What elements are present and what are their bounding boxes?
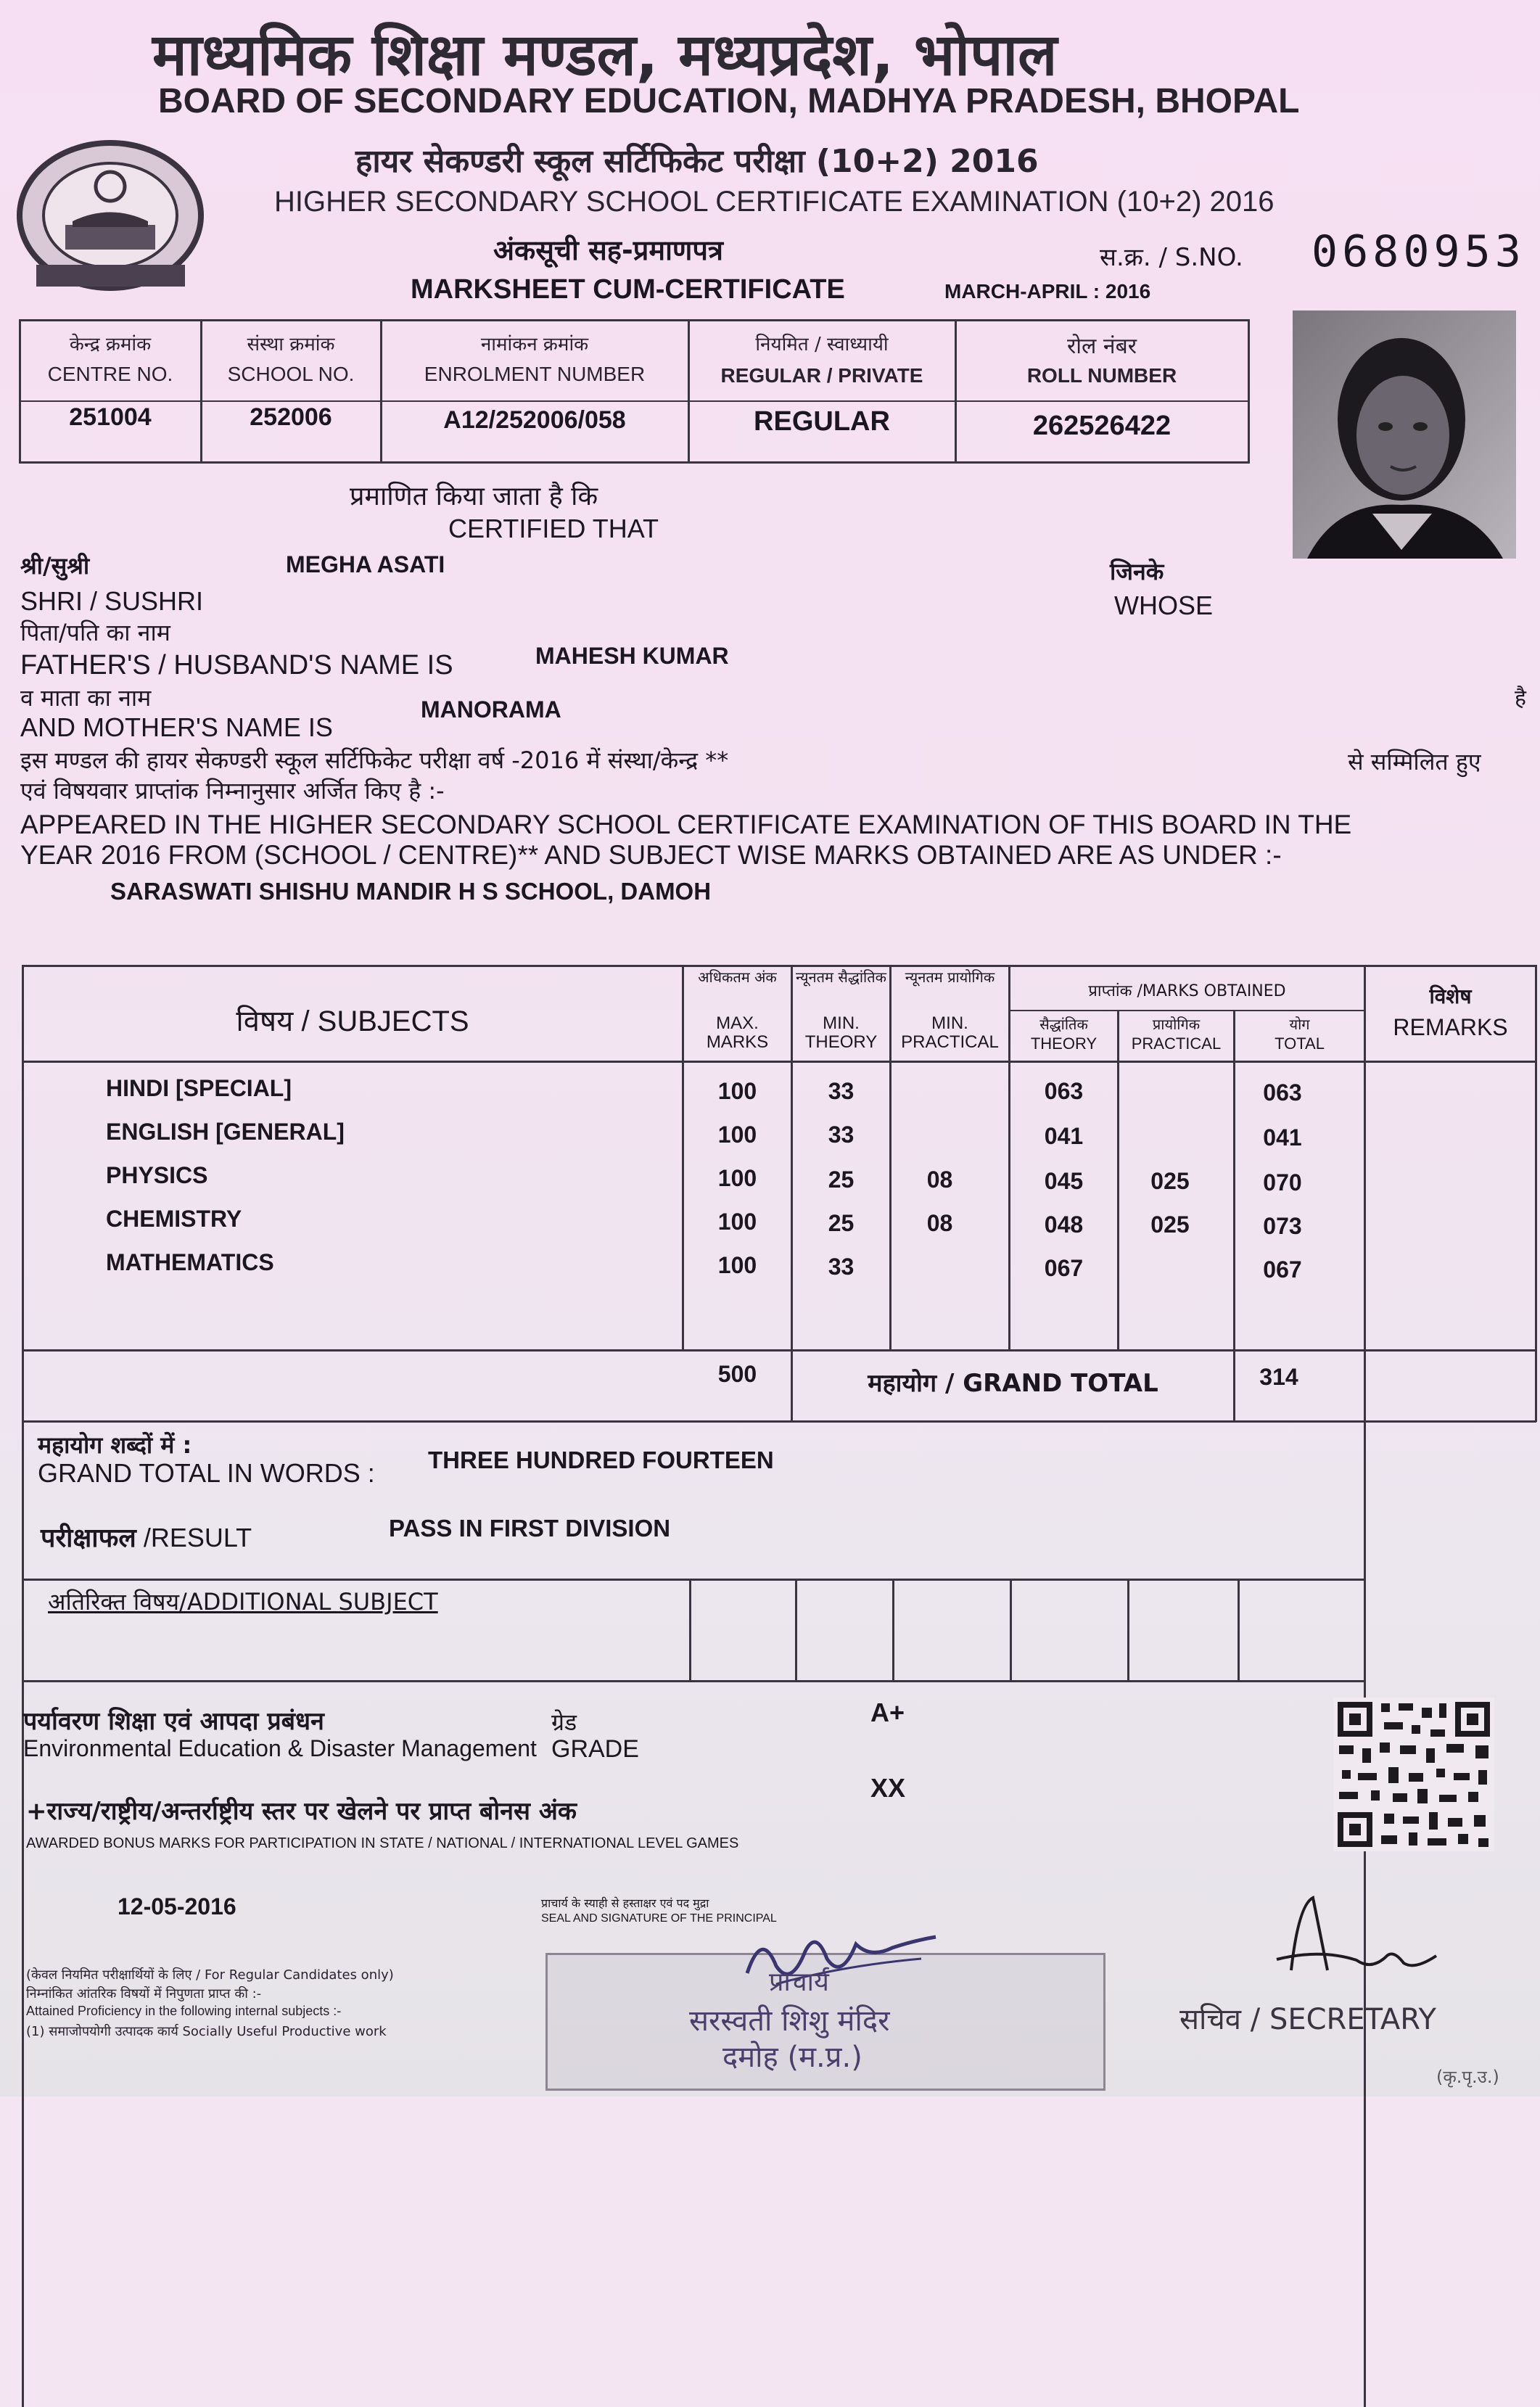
qr-code [1333,1698,1494,1851]
min-theory: 33 [828,1078,855,1104]
total-marks: 041 [1263,1124,1302,1151]
appeared-hi-1-end: से सम्मिलित हुए [1348,748,1481,775]
practical-header-hi: प्रायोगिक [1152,1016,1201,1033]
total-marks: 063 [1263,1079,1302,1106]
theory-header: THEORY [1030,1034,1098,1053]
max-marks-header [684,1014,791,1052]
result-label-hi: परीक्षाफल [41,1523,136,1553]
max-marks-header-line2: MARKS [706,1032,769,1052]
father-label: FATHER'S / HUSBAND'S NAME IS [20,650,453,680]
roll-number-header-hi: रोल नंबर [1067,334,1137,359]
issue-date: 12-05-2016 [118,1893,236,1920]
practical-marks: 025 [1150,1211,1190,1238]
theory-marks: 063 [1044,1078,1084,1104]
theory-header-hi: सैद्धांतिक [1039,1016,1088,1033]
min-theory: 33 [828,1122,855,1148]
bonus-label-hi: +राज्य/राष्ट्रीय/अन्तर्राष्ट्रीय स्तर पर खेलने पर प्राप्त बोनस अंक [26,1797,577,1826]
max-marks: 100 [717,1252,757,1278]
regular-private-header: REGULAR / PRIVATE [720,364,923,387]
words-label: GRAND TOTAL IN WORDS : [38,1458,375,1488]
theory-marks: 041 [1044,1123,1084,1149]
continued-note: (कृ.पृ.उ.) [1436,2067,1499,2087]
note-line-4: (1) समाजोपयोगी उत्पादक कार्य Socially Useful Productive work [26,2024,387,2039]
min-practical-header-line1: MIN. [931,1013,968,1033]
grand-total-value: 314 [1259,1364,1298,1390]
appeared-en-1: APPEARED IN THE HIGHER SECONDARY SCHOOL CERTIFICATE EXAMINATION OF THIS BOARD IN THE [20,810,1352,839]
secretary-signature [1248,1890,1451,1985]
subjects-header [23,1000,682,1040]
subject-name: CHEMISTRY [106,1206,242,1232]
student-photo [1293,310,1516,559]
mother-label: AND MOTHER'S NAME IS [20,712,333,742]
min-theory-header-line1: MIN. [823,1013,860,1033]
total-marks: 073 [1263,1213,1302,1239]
total-marks: 067 [1263,1256,1302,1283]
board-title-english: BOARD OF SECONDARY EDUCATION, MADHYA PRADESH, BHOPAL [158,82,1300,120]
subjects-header-en: / SUBJECTS [301,1005,469,1037]
stamp-line-3: दमोह (म.प्र.) [722,2041,862,2074]
seal-label: SEAL AND SIGNATURE OF THE PRINCIPAL [541,1912,777,1925]
subject-name: PHYSICS [106,1162,208,1188]
secretary-label: सचिव / SECRETARY [1179,2003,1436,2036]
hai-label: है [1515,686,1526,711]
additional-subject-label: अतिरिक्त विषय/ADDITIONAL SUBJECT [48,1588,438,1616]
serial-label: स.क्र. / S.NO. [1100,243,1243,272]
grade-label-hi: ग्रेड [551,1708,577,1736]
subject-name: ENGLISH [GENERAL] [106,1119,345,1145]
seal-label-hi: प्राचार्य के स्याही से हस्ताक्षर एवं पद मुद्रा [541,1896,709,1910]
min-theory: 25 [828,1167,855,1193]
bonus-value: XX [870,1773,906,1803]
certified-that: CERTIFIED THAT [448,514,659,543]
centre-no-header-hi: केन्द्र क्रमांक [69,334,152,355]
enrolment-value: A12/252006/058 [443,406,626,434]
school-no-header: SCHOOL NO. [227,363,355,385]
appeared-hi-2: एवं विषयवार प्राप्तांक निम्नानुसार अर्जित किए है :- [20,777,445,805]
min-theory-header-line2: THEORY [804,1032,878,1052]
theory-marks: 048 [1044,1211,1084,1238]
min-theory-header-hi: न्यूनतम सैद्धांतिक [796,968,886,986]
school-name: SARASWATI SHISHU MANDIR H S SCHOOL, DAMOH [110,878,712,905]
env-title-hi: पर्यावरण शिक्षा एवं आपदा प्रबंधन [23,1707,324,1736]
exam-title-hindi: हायर सेकण्डरी स्कूल सर्टिफिकेट परीक्षा (10+2) 2016 [355,143,1039,180]
grade-value: A+ [870,1698,905,1727]
total-header-hi: योग [1289,1016,1310,1033]
max-marks-total: 500 [717,1361,757,1387]
min-practical-header-line2: PRACTICAL [901,1032,999,1052]
board-logo [15,134,207,297]
session: MARCH-APRIL : 2016 [944,280,1151,303]
min-theory: 33 [828,1254,855,1280]
student-name: MEGHA ASATI [286,551,445,577]
centre-no-header: CENTRE NO. [47,363,173,385]
max-marks: 100 [717,1209,757,1235]
regular-private-value: REGULAR [754,406,890,437]
principal-signature [733,1915,950,1995]
whose-label: WHOSE [1114,591,1214,620]
grand-total-label: महायोग / GRAND TOTAL [868,1369,1158,1398]
result-label [41,1519,252,1555]
marks-obtained-header: प्राप्तांक /MARKS OBTAINED [1088,982,1286,1000]
words-label-hi: महायोग शब्दों में : [38,1431,192,1459]
certified-that-hi: प्रमाणित किया जाता है कि [350,482,598,511]
note-line-3: Attained Proficiency in the following internal subjects :- [26,2004,342,2018]
regular-private-header-hi: नियमित / स्वाध्यायी [755,334,889,355]
remarks-header: REMARKS [1393,1014,1508,1040]
subject-name: HINDI [SPECIAL] [106,1075,292,1101]
remarks-header-hi: विशेष [1429,984,1472,1008]
appeared-en-2: YEAR 2016 FROM (SCHOOL / CENTRE)** AND SUBJECT WISE MARKS OBTAINED ARE AS UNDER :- [20,840,1282,870]
centre-no-value: 251004 [69,403,152,431]
env-title: Environmental Education & Disaster Management [23,1735,537,1761]
doc-title-english: MARKSHEET CUM-CERTIFICATE [411,274,845,305]
school-no-header-hi: संस्था क्रमांक [247,334,335,355]
serial-number: 0680953 [1312,226,1525,277]
grade-label: GRADE [551,1735,639,1763]
practical-marks: 025 [1150,1168,1190,1194]
total-header: TOTAL [1275,1034,1325,1053]
subjects-header-hi: विषय [236,1005,294,1038]
shri-label: SHRI / SUSHRI [20,586,204,616]
result-label-en: /RESULT [143,1523,252,1552]
subject-name: MATHEMATICS [106,1249,274,1275]
min-practical-header [892,1014,1008,1052]
min-theory-header [793,1014,889,1052]
doc-title-hindi: अंकसूची सह-प्रमाणपत्र [493,234,723,266]
practical-header: PRACTICAL [1131,1034,1222,1053]
father-label-hi: पिता/पति का नाम [20,619,170,646]
min-practical-header-hi: न्यूनतम प्रायोगिक [905,968,995,986]
max-marks: 100 [717,1165,757,1191]
exam-title-english: HIGHER SECONDARY SCHOOL CERTIFICATE EXAMINATION (10+2) 2016 [274,186,1275,218]
note-line-1: (केवल नियमित परीक्षार्थियों के लिए / For Regular Candidates only) [26,1967,394,1983]
note-line-2: निम्नांकित आंतरिक विषयों में निपुणता प्राप्त की :- [26,1986,262,2001]
theory-marks: 067 [1044,1255,1084,1281]
school-no-value: 252006 [250,403,332,431]
max-marks: 100 [717,1122,757,1148]
roll-number-header: ROLL NUMBER [1026,364,1177,387]
total-marks: 070 [1263,1169,1302,1196]
bonus-label: AWARDED BONUS MARKS FOR PARTICIPATION IN STATE / NATIONAL / INTERNATIONAL LEVEL GAMES [26,1835,739,1851]
max-marks-header-line1: MAX. [716,1013,759,1033]
max-marks-header-hi: अधिकतम अंक [698,968,777,986]
max-marks: 100 [717,1078,757,1104]
shri-label-hi: श्री/सुश्री [20,552,90,580]
result-value: PASS IN FIRST DIVISION [389,1515,671,1542]
appeared-hi-1: इस मण्डल की हायर सेकण्डरी स्कूल सर्टिफिकेट परीक्षा वर्ष -2016 में संस्था/केन्द्र ** [20,746,729,774]
min-practical: 08 [926,1210,953,1236]
roll-number-value: 262526422 [1032,411,1172,441]
mother-name: MANORAMA [421,696,561,723]
enrolment-header: ENROLMENT NUMBER [424,363,646,385]
stamp-line-2: सरस्वती शिशु मंदिर [689,2004,890,2038]
grand-total-words: THREE HUNDRED FOURTEEN [428,1447,774,1473]
board-title-hindi: माध्यमिक शिक्षा मण्डल, मध्यप्रदेश, भोपाल [152,21,1058,89]
enrolment-header-hi: नामांकन क्रमांक [480,334,589,355]
theory-marks: 045 [1044,1168,1084,1194]
min-practical: 08 [926,1167,953,1193]
stamp-line-1: प्राचार्य [769,1967,829,1997]
whose-label-hi: जिनके [1110,558,1164,585]
father-name: MAHESH KUMAR [535,643,729,669]
mother-label-hi: व माता का नाम [20,684,152,712]
min-theory: 25 [828,1210,855,1236]
